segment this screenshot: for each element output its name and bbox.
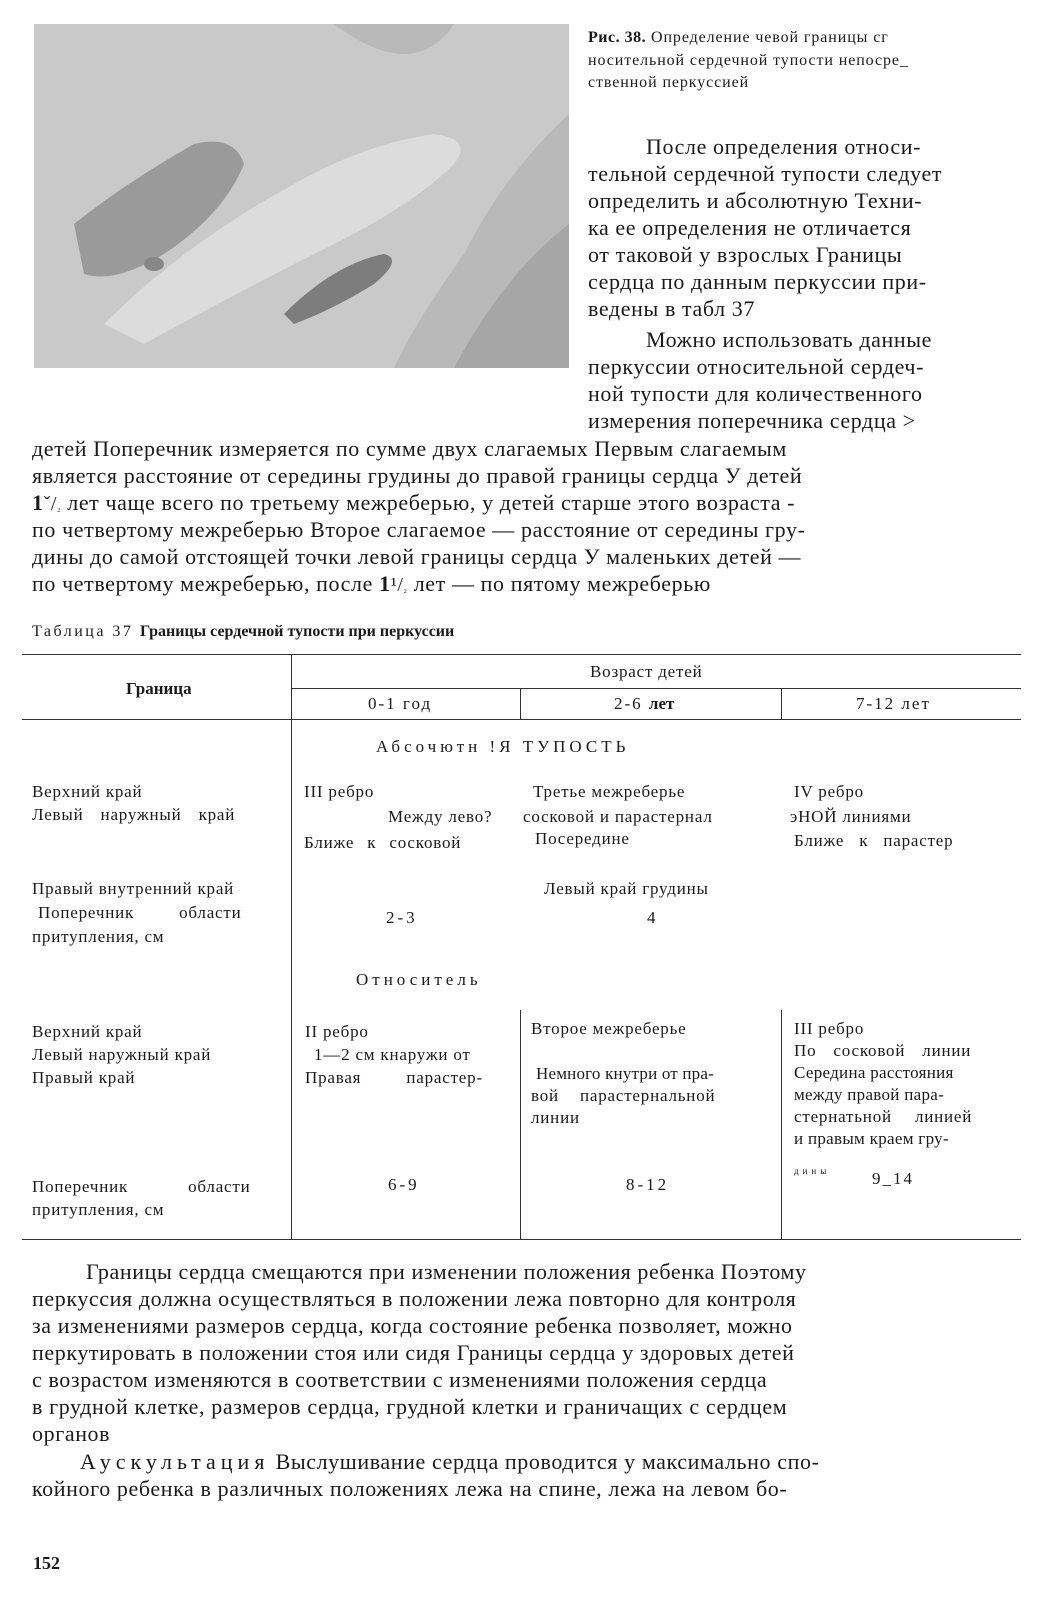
auscultation-heading: Аускультация (80, 1449, 270, 1474)
table-col-divider-1 (291, 654, 292, 1239)
abs-c1-near: Ближе к сосковой (304, 833, 462, 852)
abs-right-inner-value: Левый край грудины (544, 879, 709, 898)
abs-c1-upper: III ребро (304, 782, 375, 801)
para3-line-3: за изменениями размеров сердца, когда состояние ребенка позволяет, можно (32, 1313, 793, 1338)
table-col-divider-2-rel (520, 1010, 521, 1239)
para3-line-5: с возрастом изменяются в соответствии с изменениями положения сердца (32, 1367, 768, 1392)
table-header-age-0-1: 0-1 год (368, 694, 433, 713)
abs-c2-left: сосковой и парастернал (523, 807, 713, 826)
abs-label-right-inner: Правый внутренний край (32, 879, 235, 898)
abs-c2-upper: Третье межреберье (533, 782, 686, 801)
rel-label-right: Правый край (32, 1068, 136, 1087)
para1-line-2: тельной сердечной тупости следует (588, 161, 943, 186)
para2-line-1: Можно использовать данные (646, 327, 933, 352)
rel-c2-right-1: Немного кнутри от пра- (536, 1064, 714, 1083)
rel-c3-line-7: дины (794, 1166, 831, 1176)
abs-width-c1: 2-3 (386, 908, 418, 927)
para3-line-2: перкуссия должна осуществляться в положении лежа повторно для контроля (32, 1286, 797, 1311)
table-header-age: Возраст детей (590, 662, 703, 681)
para2-line-5: детей Поперечник измеряется по сумме двух слагаемых Первым слагаемым (32, 436, 787, 461)
page-number: 152 (33, 1553, 60, 1573)
abs-c3-near: Ближе к парастер (794, 831, 954, 850)
abs-label-left-outer: Левый наружный край (32, 805, 236, 824)
para1-line-1: После определения относи- (646, 134, 922, 159)
table-header-rule (22, 719, 1021, 720)
para3-line-4: перкутировать в положении стоя или сидя Границы сердца у здоровых детей (32, 1340, 795, 1365)
rel-c2-right-2: вой парастернальной (531, 1086, 716, 1105)
para1-line-6: сердца по данным перкуссии при- (588, 269, 927, 294)
rel-c3-line-1: III ребро (794, 1019, 865, 1038)
rel-c3-line-2: По сосковой линии (794, 1041, 972, 1060)
rel-c1-upper: II ребро (305, 1022, 369, 1041)
rel-width-c3: 9_14 (872, 1169, 914, 1188)
table-title: Границы сердечной тупости при перкуссии (139, 623, 455, 640)
figure-illustration (34, 24, 569, 368)
para1-line-5: от таковой у взрослых Границы (588, 242, 903, 267)
abs-label-width-units: притупления, см (32, 927, 165, 946)
rel-label-width: Поперечник области (32, 1177, 251, 1196)
rel-width-c1: 6-9 (388, 1175, 420, 1194)
fraction-one-half: 1 (32, 490, 44, 515)
para2-line-6: является расстояние от середины грудины до правой границы сердца У детей (32, 463, 803, 488)
table-col-divider-2-header (520, 688, 521, 719)
section-absolute: Абсочютн !Я ТУПОСТЬ (376, 737, 630, 756)
figure-caption-text: Определение чевой границы сг (651, 29, 889, 46)
abs-label-upper: Верхний край (32, 782, 143, 801)
rel-label-upper: Верхний край (32, 1022, 143, 1041)
table-header-age-7-12: 7-12 лет (856, 694, 931, 713)
para4-line-1: Аускультация Выслушивание сердца проводится у максимально спо- (80, 1449, 820, 1474)
abs-c3-upper: IV ребро (794, 782, 864, 801)
para2-line-10: по четвертому межреберью, после 1¹/₂ лет — по пятому межреберью (32, 571, 711, 596)
table-header-age-2-6: 2-6 лет (614, 694, 675, 713)
figure-caption-line-2: носительной сердечной тупости непосре_ (588, 52, 909, 69)
para1-line-4: ка ее определения не отличается (588, 215, 912, 240)
figure-caption-line-1 (588, 27, 889, 49)
rel-c3-line-5: стернатьной линией (794, 1107, 973, 1126)
rel-label-width-units: притупления, см (32, 1200, 165, 1219)
abs-c2-mid: Посередине (535, 829, 630, 848)
rel-width-c2: 8-12 (626, 1175, 670, 1194)
abs-c3-left: эНОЙ линиями (790, 807, 912, 826)
para2-line-8: по четвертому межреберью Второе слагаемое — расстояние от середины гру- (32, 517, 806, 542)
para1-line-3: определить и абсолютную Техни- (588, 188, 923, 213)
section-relative: Относитель (356, 970, 482, 989)
rel-c2-right-3: линии (531, 1108, 580, 1127)
rel-c3-line-4: между правой пара- (794, 1085, 945, 1104)
abs-c1-left: Между лево? (388, 807, 493, 826)
figure-photo (34, 24, 569, 368)
rel-c1-left: 1—2 см кнаружи от (314, 1045, 471, 1064)
table-header-mid-rule (291, 688, 1021, 689)
fraction-one-half-2: 1 (379, 571, 391, 596)
abs-label-width: Поперечник области (38, 903, 242, 922)
para2-line-9: дины до самой отстоящей точки левой границы сердца У маленьких детей — (32, 544, 802, 569)
rel-label-left-outer: Левый наружный край (32, 1045, 212, 1064)
table-col-divider-3-rel (781, 1010, 782, 1239)
table-col-divider-3-header (781, 688, 782, 719)
para4-line-2: койного ребенка в различных положениях лежа на спине, лежа на левом бо- (32, 1476, 788, 1501)
rel-c2-upper: Второе межреберье (531, 1019, 687, 1038)
para2-line-4: измерения поперечника сердца > (588, 408, 916, 433)
rel-c1-right: Правая парастер- (305, 1068, 483, 1087)
table-caption: Таблица 37 Границы сердечной тупости при перкуссии (32, 623, 455, 640)
rel-section-anchor (291, 1010, 1021, 1011)
para3-line-6: в грудной клетке, размеров сердца, грудной клетки и граничащих с сердцем (32, 1394, 788, 1419)
table-top-rule (22, 654, 1021, 655)
para1-line-7: ведены в табл 37 (588, 296, 756, 321)
para3-line-7: органов (32, 1421, 111, 1446)
para2-line-2: перкуссии относительной сердеч- (588, 354, 925, 379)
figure-caption-line-3: ственной перкуссией (588, 74, 750, 91)
para2-line-3: ной тупости для количественного (588, 381, 923, 406)
figure-label: Рис. 38. (588, 29, 647, 46)
table-bottom-rule (22, 1239, 1021, 1240)
rel-c3-line-6: и правым краем гру- (794, 1129, 949, 1148)
table-header-border: Граница (126, 679, 192, 698)
abs-width-c2: 4 (647, 908, 657, 927)
para3-line-1: Границы сердца смещаются при изменении положения ребенка Поэтому (86, 1259, 807, 1284)
para2-line-7: 1ˇ/₂ лет чаще всего по третьему межреберью, у детей старше этого возраста - (32, 490, 796, 515)
rel-c3-line-3: Середина расстояния (794, 1063, 954, 1082)
